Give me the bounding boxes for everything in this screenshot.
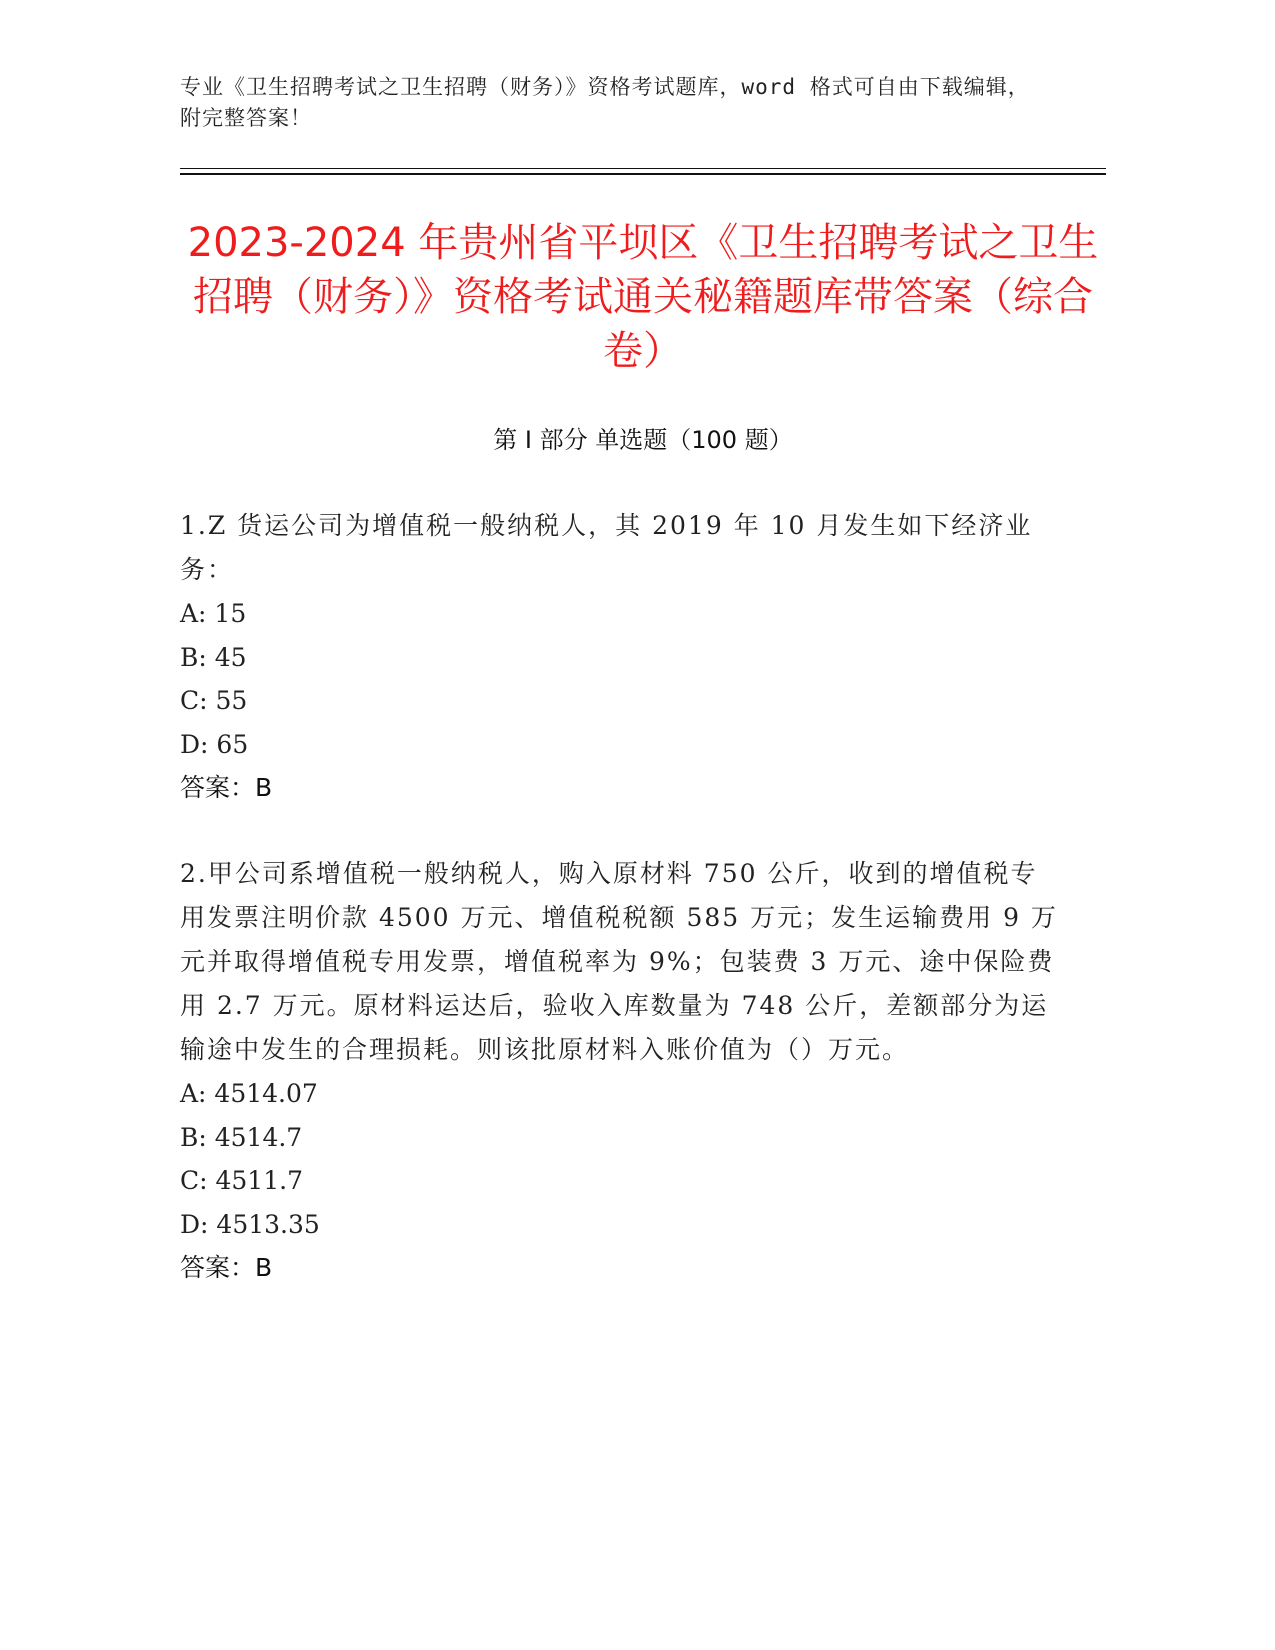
- header-note: 专业《卫生招聘考试之卫生招聘（财务）》资格考试题库，word 格式可自由下载编辑，附完整答案！: [180, 75, 1030, 130]
- option-d: D: 65: [180, 729, 249, 759]
- option-b: B: 45: [180, 642, 247, 672]
- answer-label: 答案：B: [180, 1253, 273, 1282]
- question-1: [180, 504, 1060, 810]
- question-text: 1.Z 货运公司为增值税一般纳税人，其 2019 年 10 月发生如下经济业务：: [180, 511, 1033, 584]
- option-c: C: 55: [180, 686, 248, 715]
- option-b: B: 4514.7: [180, 1122, 303, 1152]
- question-2: [180, 852, 1060, 1290]
- section-heading: 第 I 部分 单选题（100 题）: [493, 426, 793, 454]
- option-d: D: 4513.35: [180, 1209, 320, 1239]
- header-divider-thick: [180, 173, 1106, 175]
- option-a: A: 4514.07: [180, 1079, 318, 1108]
- question-text: 2.甲公司系增值税一般纳税人，购入原材料 750 公斤，收到的增值税专用发票注明价款 4500 万元、增值税税额 585 万元；发生运输费用 9 万元并取得增值税专用发票，增值税率为 9%；包装费 3 万元、途中保险费用 2.7 万元。原材料运达后，验收入库数量为 748 公斤，差额部分为运输途中发生的合理损耗。则该批原材料入账价值为（）万元。: [180, 859, 1058, 1064]
- document-title: 2023-2024 年贵州省平坝区《卫生招聘考试之卫生招聘（财务）》资格考试通关秘籍题库带答案（综合卷）: [187, 220, 1099, 374]
- option-a: A: 15: [180, 599, 247, 628]
- option-c: C: 4511.7: [180, 1166, 303, 1195]
- answer-label: 答案：B: [180, 773, 273, 802]
- header-divider-thin: [180, 168, 1106, 169]
